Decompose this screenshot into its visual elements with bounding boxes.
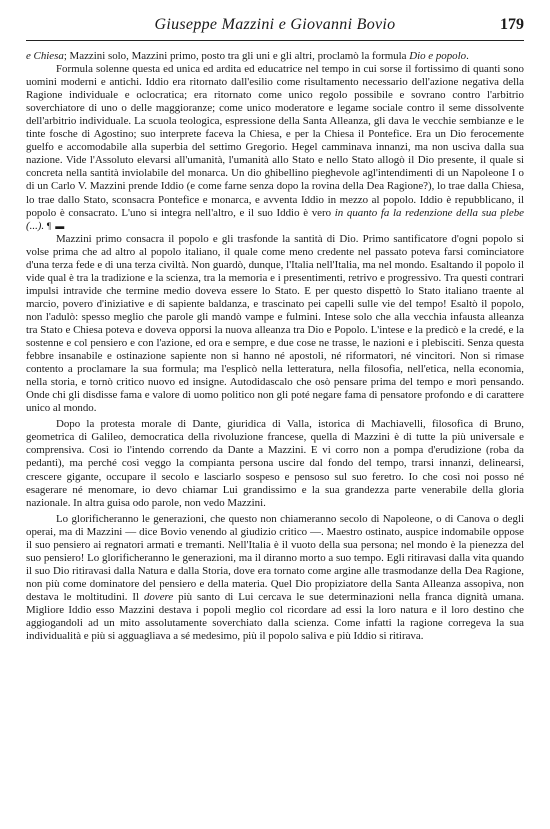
paragraph-text: Mazzini primo consacra il popolo e gli trasfonde la santità di Dio. Primo santificatore d'ogni popolo si volse prima che ad altro al popolo italiano, il quale come meno credente nel passato poteva farsi cominciatore d'una terza fede e di una terza civiltà. Non guardò, dunque, l'Italia nell'Italia, ma nel mondo. Esaltando il popolo il vide qual è tra la tradizione e la scienza, tra la memoria e i presentimenti, retrivo e progressivo. Tra questi contrari impulsi intravide che termine medio doveva essere lo Stato. E per questo dispettò lo Stato italiano traente al marcio, povero d'iniziative e di sapiente baldanza, e trascinato pei capelli sulle vie del tempo! Esaltò il popolo, non l'adulò: spesso meglio che parole gli mandò vampe e fulmini. Intese solo che alla vecchia infausta alleanza tra Stato e Chiesa poteva e doveva opporsi la nuova alleanza tra Dio e Popolo. L'intese e la predicò e la credé, e la sostenne e col pensiero e con l'azione, ed ora e sempre, e due cose ne trasse, le nazioni e i plebisciti. Senza questa febbre insanabile e ostinazione sapiente non si hanno né apostoli, né riformatori, né vincitori. Non si rimase contento a proclamare la sua formula; ma l'esplicò nella letteratura, nella filosofia, nell'etica, nella economia, nella storia, e tornò critico nuovo ed insigne. Autodidascalo che osò pensare prima del tempo e morì pensando. Onde chi gli disdisse fama e valore di uomo politico non gli poté negare fama di pensatore profondo e di carattere unico al mondo.	[26, 232, 524, 415]
page-number: 179	[500, 16, 524, 33]
italic-phrase: in quanto fa la redenzione della sua plebe (...).	[26, 206, 524, 232]
paragraph	[26, 513, 524, 643]
paragraph-text: .	[466, 50, 469, 62]
paragraph-text: Lo glorificheranno le generazioni, che questo non chiameranno secolo di Napoleone, o di Canova o degli operai, ma di Mazzini — dice Bovio venendo al giudizio critico —. Maestro ostinato, auspice indomabile oppose il suo pensiero ai regnatori armati e tremanti. Nell'Italia è il vuoto della sua persona; nel mondo è la pienezza del suo pensiero! Lo glorificheranno le generazioni, ma il diranno morto a suo tempo. Egli ritiravasi dalla vita quando il suo Dio ritiravasi dalla Natura e dalla Storia, dove era tornato come argine alle trasmodanze della Dea Ragione, non più come dominatore del pensiero e della materia. Quel Dio propiziatore della Santa Alleanza assopiva, non destava le moltitudini. Il	[26, 512, 524, 603]
paragraph-text: Dopo la protesta morale di Dante, giuridica di Valla, istorica di Machiavelli, filosofica di Bruno, geometrica di Galileo, democratica della rivoluzione francese, quella di Mazzini è di tutte la più universale e comprensiva. Così io l'intendo correndo da Dante a Mazzini. E vi corro non a pompa d'erudizione (roba da pedanti), ma perché così veggo la compianta persona uscire dal fondo del tempo, trarsi innanzi, delinearsi, crescere gigante, occupare il secolo e lasciarlo sospeso e pensoso sul suo feretro. Io che così noi posso né esagerare né menomare, io devo chiamar Lui grandissimo e la sua grandezza parte venerabile della gloria nazionale. In altra guisa odo parole, non vedo Mazzini.	[26, 418, 524, 509]
printer-mark: ¶ ▬	[46, 220, 66, 231]
paragraph	[26, 63, 524, 233]
italic-phrase: dovere	[143, 590, 174, 603]
paragraph	[26, 233, 524, 416]
running-title: Giuseppe Mazzini e Giovanni Bovio	[154, 16, 396, 33]
paragraph-text: Formula solenne questa ed unica ed ardita ed educatrice nel tempo in cui sorse il fortissimo di quanti sono uomini moderni e antichi. Iddio era ritornato dall'esilio come risultamento necessario dell'azione negativa della Ragione individuale e oclocratica; era ritornato come unico regolo possibile e sovrano contro l'arbitrio soverchiatore di uno o delle maggioranze; come unico moderatore e legame sociale contro il seme dissolvente dell'arbitrio individuale. La scuola teologica, espressione della Santa Alleanza, gli dava le vecchie sembianze e le tinte fosche di Agostino; suo interprete faceva la Chiesa, e per la Chiesa il Pontefice. Era un Dio ferocemente guelfo e accomodabile alla superbia del settimo Gregorio. Hegel camminava innanzi, ma non usciva dalla sua nazione. Vide l'Assoluto elevarsi all'umanità, l'umanità allo Stato e nello Stato allogò il Dio presente, il quale si concreta nella santità inviolabile del monarca. Un dio ghibellino pieghevole agl'intendimenti di un Napoleone I o di un Carlo V. Mazzini prende Iddio (e come farne senza dopo la rovina della Dea Ragione?), lo trae dalla Chiesa, lo trae dallo Stato, sconsacra Pontefice e monarca, e avventa Iddio in mezzo al popolo. Iddio è repubblicano, il popolo è consacrato. L'uno si integra nell'altro, e il suo Iddio è vero	[26, 63, 524, 219]
italic-phrase: e Chiesa	[26, 50, 64, 62]
page-header	[26, 14, 524, 41]
paragraph	[26, 418, 524, 509]
body-text	[26, 50, 524, 643]
paragraph	[26, 50, 524, 63]
paragraph-text: più santo di Lui cercava le sue determinazioni nella franca dignità umana. Migliore Iddio esso Mazzini destava i popoli meglio col ricordare ad essi la loro natura e il loro destino che aggiogandoli ad un mito assolutamente soverchiato dalla scienza. Come infatti la ragione corregeva la sua individualità e più si agguagliava a sé medesimo, più il popolo saliva e più Iddio si ritirava.	[26, 590, 524, 643]
paragraph-text: ; Mazzini solo, Mazzini primo, posto tra gli uni e gli altri, proclamò la formula	[63, 50, 410, 62]
italic-phrase: Dio e popolo	[409, 50, 467, 62]
